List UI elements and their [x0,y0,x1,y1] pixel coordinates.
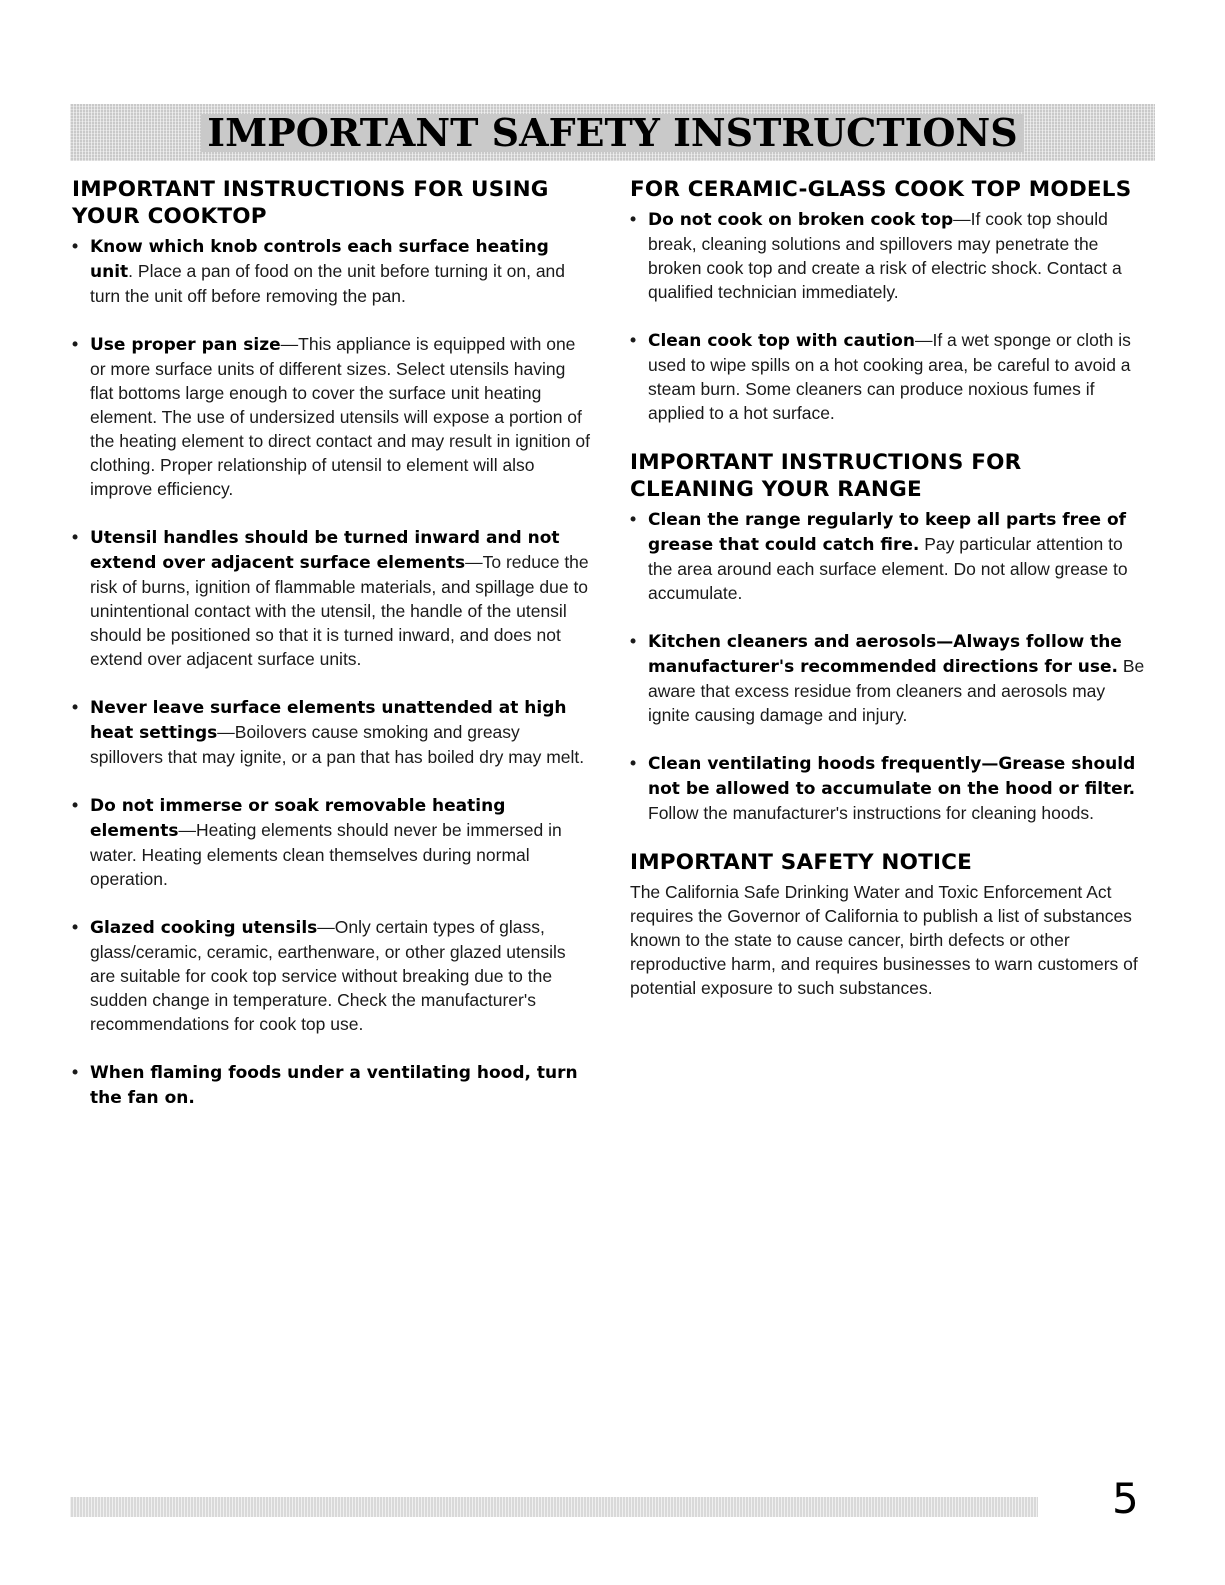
bullet-icon: • [630,209,637,229]
instruction-lead: Glazed cooking utensils [90,918,318,938]
instruction-item [72,525,592,671]
instruction-item [630,751,1150,825]
instruction-lead: Clean the range regularly to keep all parts free of grease that could catch fire. [648,510,1127,555]
instruction-text: —Heating elements should never be immersed in water. Heating elements clean themselves during normal operation. [90,820,562,889]
instruction-lead: Use proper pan size [90,335,281,355]
left-column [72,176,592,1134]
instruction-text: —If a wet sponge or cloth is used to wipe spills on a hot cooking area, be careful to avoid a steam burn. Some cleaners can produce noxious fumes if applied to a hot surface. [648,330,1131,423]
instruction-item [72,234,592,308]
bullet-icon: • [72,795,79,815]
title-banner [70,104,1155,161]
bullet-icon: • [630,753,637,773]
instruction-item [72,332,592,501]
instruction-item [630,207,1150,304]
instruction-text: Pay particular attention to the area around each surface element. Do not allow grease to accumulate. [648,534,1128,603]
instruction-item [630,629,1150,727]
bullet-icon: • [72,334,79,354]
safety-notice [630,849,1150,1000]
bullet-icon: • [630,509,637,529]
instruction-item [72,793,592,891]
instruction-text: —If cook top should break, cleaning solutions and spillovers may penetrate the broken cook top and create a risk of electric shock. Contact a qualified technician immediately. [648,209,1122,302]
bullet-icon: • [72,236,79,256]
instruction-item [72,695,592,769]
instruction-text: Be aware that excess residue from cleaners and aerosols may ignite causing damage and injury. [648,656,1145,725]
page-title: IMPORTANT SAFETY INSTRUCTIONS [201,114,1023,152]
page-number: 5 [1112,1474,1139,1523]
footer-bar [70,1497,1038,1517]
instruction-text: . Place a pan of food on the unit before turning it on, and turn the unit off before removing the pan. [90,261,566,306]
bullet-icon: • [72,697,79,717]
instruction-lead: When flaming foods under a ventilating hood, turn the fan on. [90,1063,578,1108]
section-heading-safety-notice: IMPORTANT SAFETY NOTICE [630,850,973,875]
bullet-icon: • [72,917,79,937]
section-heading-cleaning: IMPORTANT INSTRUCTIONS FOR CLEANING YOUR RANGE [630,450,1022,502]
instruction-item [630,328,1150,425]
instruction-text: Follow the manufacturer's instructions for cleaning hoods. [648,803,1094,823]
bullet-icon: • [630,631,637,651]
instruction-text: —To reduce the risk of burns, ignition of flammable materials, and spillage due to unintentional contact with the utensil, the handle of the utensil should be positioned so that it is turned inward, and does not extend over adjacent surface units. [90,552,589,669]
instruction-lead: Utensil handles should be turned inward and not extend over adjacent surface elements [90,528,560,573]
bullet-icon: • [630,330,637,350]
instruction-text: —Boilovers cause smoking and greasy spillovers that may ignite, or a pan that has boiled dry may melt. [90,722,585,767]
section-heading-using-cooktop: IMPORTANT INSTRUCTIONS FOR USING YOUR COOKTOP [72,177,549,229]
bullet-icon: • [72,527,79,547]
instruction-text: —Only certain types of glass, glass/ceramic, ceramic, earthenware, or other glazed utensils are suitable for cook top service without breaking due to the sudden change in temperature. Check the manufacturer's recommendations for cook top use. [90,917,566,1034]
instruction-item [72,915,592,1036]
bullet-icon: • [72,1062,79,1082]
instruction-lead: Kitchen cleaners and aerosols—Always follow the manufacturer's recommended directions for use. [648,632,1122,677]
instruction-lead: Do not cook on broken cook top [648,210,954,230]
instruction-item [72,1060,592,1110]
instruction-lead: Never leave surface elements unattended at high heat settings [90,698,567,743]
instruction-lead: Clean ventilating hoods frequently—Grease should not be allowed to accumulate on the hood or filter. [648,754,1136,799]
instruction-lead: Clean cook top with caution [648,331,915,351]
instruction-lead: Do not immerse or soak removable heating elements [90,796,506,841]
safety-notice-text: The California Safe Drinking Water and Toxic Enforcement Act requires the Governor of California to publish a list of substances known to the state to cause cancer, birth defects or other reproductive harm, and requires businesses to warn customers of potential exposure to such substances. [630,882,1138,998]
instruction-item [630,507,1150,605]
instruction-text: —This appliance is equipped with one or more surface units of different sizes. Select utensils having flat bottoms large enough to cover the surface unit heating element. The use of undersized utensils will expose a portion of the heating element to direct contact and may result in ignition of clothing. Proper relationship of utensil to element will also improve efficiency. [90,334,591,499]
section-heading-ceramic-glass: FOR CERAMIC-GLASS COOK TOP MODELS [630,177,1132,202]
right-column [630,176,1150,1000]
instruction-lead: Know which knob controls each surface heating unit [90,237,549,282]
